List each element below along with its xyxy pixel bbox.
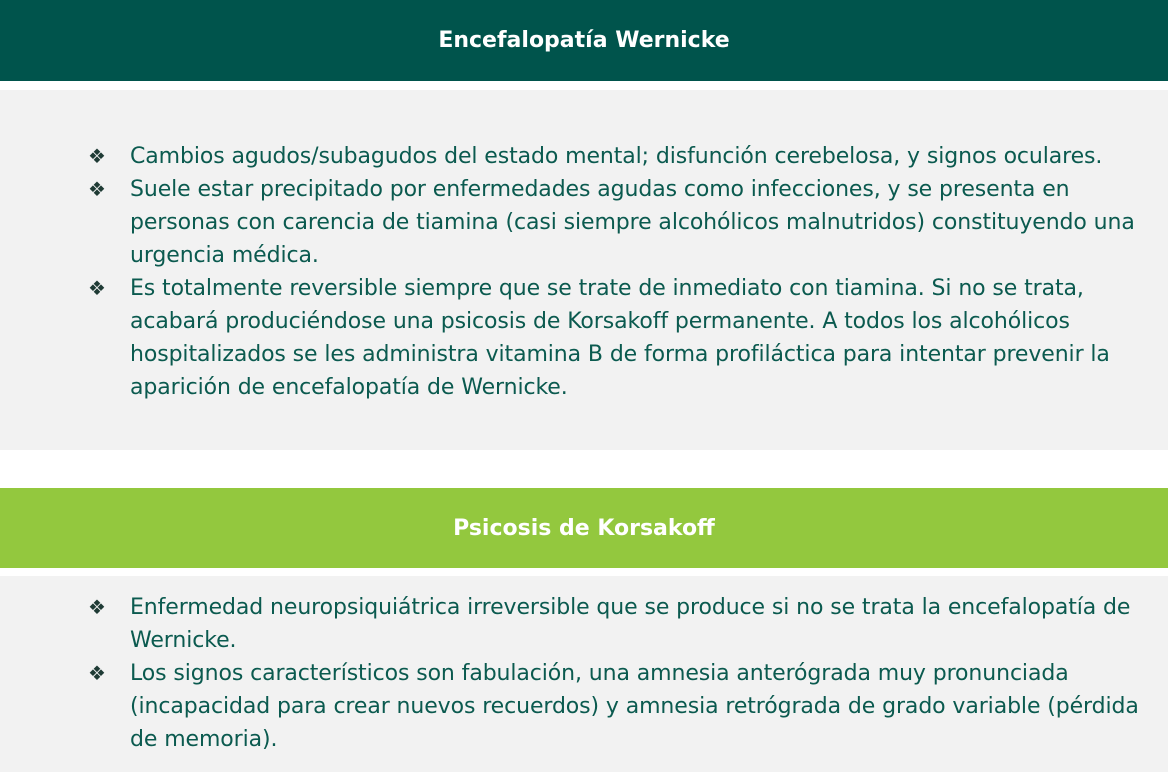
section-header-wernicke	[0, 0, 1168, 81]
list-item-text: Enfermedad neuropsiquiátrica irreversible que se produce si no se trata la encefalopatía de Wernicke.	[130, 595, 1131, 653]
diamond-bullet-icon: ❖	[88, 276, 106, 300]
diamond-bullet-icon: ❖	[88, 144, 106, 168]
diamond-bullet-icon: ❖	[88, 595, 106, 619]
section-panel-korsakoff	[0, 576, 1168, 772]
list-item-text: Suele estar precipitado por enfermedades agudas como infecciones, y se presenta en personas con carencia de tiamina (casi siempre alcohólicos malnutridos) constituyendo una urgencia médica.	[130, 177, 1135, 268]
bullet-list-wernicke	[88, 140, 1144, 404]
section-title-wernicke: Encefalopatía Wernicke	[438, 28, 730, 53]
list-item	[88, 173, 1144, 272]
list-item-text: Es totalmente reversible siempre que se trate de inmediato con tiamina. Si no se trata, acabará produciéndose una psicosis de Korsakoff permanente. A todos los alcohólicos hospitalizados se les administra vitamina B de forma profiláctica para intentar prevenir la aparición de encefalopatía de Wernicke.	[130, 276, 1110, 400]
list-item	[88, 272, 1144, 404]
section-header-korsakoff	[0, 488, 1168, 568]
section-panel-wernicke	[0, 90, 1168, 450]
diamond-bullet-icon: ❖	[88, 661, 106, 685]
list-item-text: Cambios agudos/subagudos del estado mental; disfunción cerebelosa, y signos oculares.	[130, 144, 1103, 169]
list-item	[88, 140, 1144, 173]
diamond-bullet-icon: ❖	[88, 177, 106, 201]
list-item	[88, 657, 1144, 756]
list-item-text: Los signos característicos son fabulación, una amnesia anterógrada muy pronunciada (incapacidad para crear nuevos recuerdos) y amnesia retrógrada de grado variable (pérdida de memoria).	[130, 661, 1139, 752]
list-item	[88, 591, 1144, 657]
section-title-korsakoff: Psicosis de Korsakoff	[453, 515, 715, 541]
bullet-list-korsakoff	[88, 591, 1144, 756]
